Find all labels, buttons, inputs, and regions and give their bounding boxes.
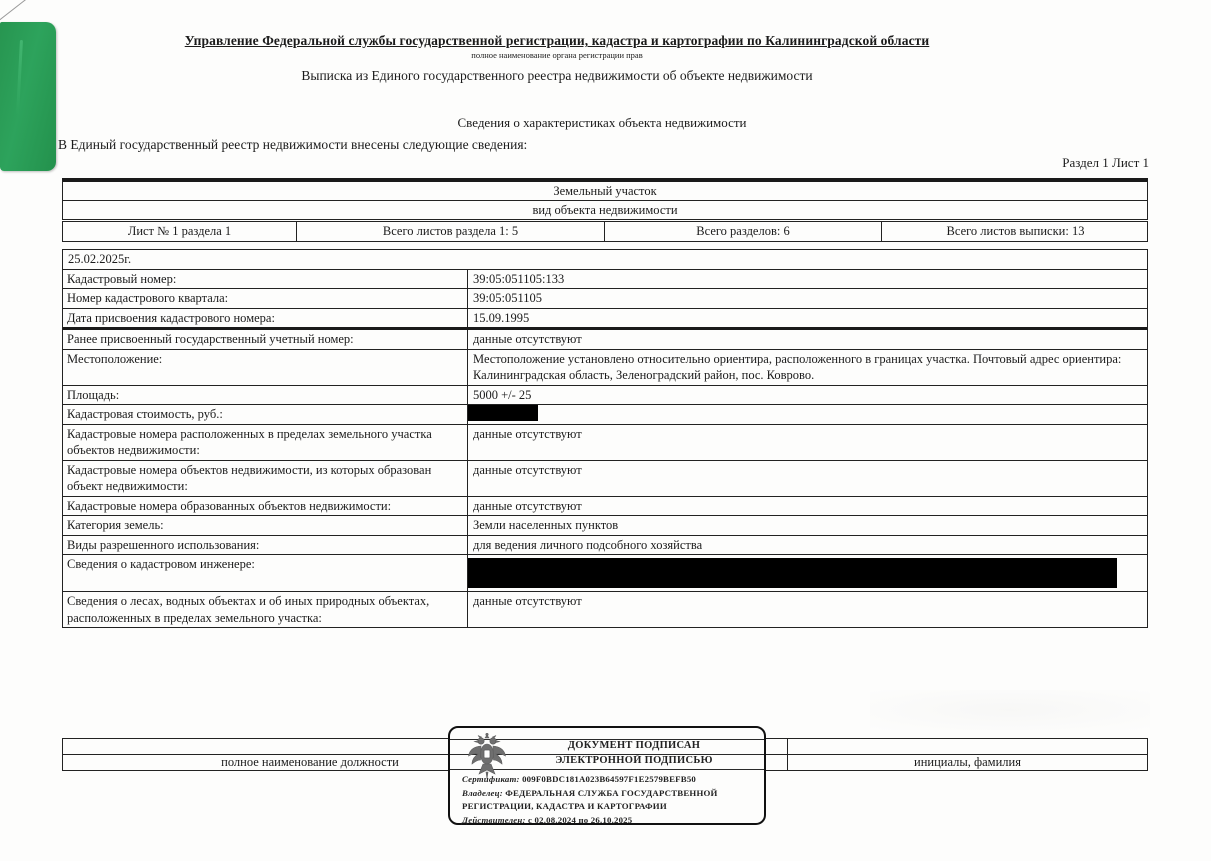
row-label: Сведения о кадастровом инженере: bbox=[63, 555, 468, 591]
validity-line bbox=[462, 814, 758, 828]
document-title: Выписка из Единого государственного реестра недвижимости об объекте недвижимости bbox=[301, 68, 813, 83]
row-label: Виды разрешенного использования: bbox=[63, 536, 468, 555]
row-label: Кадастровые номера объектов недвижимости, из которых образован объект недвижимости: bbox=[63, 461, 468, 496]
sheet-info-table bbox=[62, 221, 1148, 242]
row-label: Номер кадастрового квартала: bbox=[63, 289, 468, 308]
validity-label: Действителен: bbox=[462, 814, 526, 825]
owner-value-line1: ФЕДЕРАЛЬНАЯ СЛУЖБА ГОСУДАРСТВЕННОЙ bbox=[505, 787, 718, 798]
signature-cell bbox=[787, 739, 1147, 754]
certificate-value: 009F0BDC181A023B64597F1E2579BEFB50 bbox=[522, 774, 697, 784]
table-row bbox=[63, 349, 1147, 385]
row-value: 39:05:051105 bbox=[473, 291, 542, 305]
position-caption: полное наименование должности bbox=[221, 755, 399, 769]
row-value: данные отсутствуют bbox=[473, 426, 582, 441]
table-row bbox=[63, 460, 1147, 496]
row-label: Сведения о лесах, водных объектах и об иных природных объектах, расположенных в пределах земельного участка: bbox=[63, 592, 468, 627]
table-row bbox=[63, 496, 1147, 516]
faint-watermark bbox=[870, 690, 1150, 730]
row-label: Ранее присвоенный государственный учетный номер: bbox=[63, 330, 468, 349]
table-row bbox=[63, 515, 1147, 535]
document-header bbox=[0, 33, 1114, 84]
details-table bbox=[62, 249, 1148, 628]
intro-line: В Единый государственный реестр недвижимости внесены следующие сведения: bbox=[58, 137, 528, 152]
extract-date: 25.02.2025г. bbox=[68, 252, 132, 266]
row-value: 39:05:051105:133 bbox=[473, 271, 565, 286]
row-label: Категория земель: bbox=[63, 516, 468, 535]
row-label: Местоположение: bbox=[63, 350, 468, 385]
row-value: для ведения личного подсобного хозяйства bbox=[473, 537, 703, 552]
digital-signature-stamp bbox=[448, 726, 766, 825]
row-value: Местоположение установлено относительно ориентира, расположенного в границах участка. Почтовый адрес ориентира: Калининградская область, Зеленоградский район, пос. Коврово. bbox=[473, 351, 1122, 382]
sheet-info-cell: Всего разделов: 6 bbox=[604, 222, 881, 241]
redacted-value bbox=[468, 405, 538, 421]
object-type-table bbox=[62, 178, 1148, 220]
table-row bbox=[63, 288, 1147, 308]
org-name-caption: полное наименование органа регистрации прав bbox=[471, 50, 643, 60]
certificate-line bbox=[462, 773, 758, 787]
table-row bbox=[63, 591, 1147, 627]
owner-line bbox=[462, 787, 758, 801]
object-type-caption: вид объекта недвижимости bbox=[63, 200, 1147, 219]
page-fold-line bbox=[0, 0, 27, 20]
stamp-title-line1: ДОКУМЕНТ ПОДПИСАН bbox=[567, 740, 701, 751]
section-sheet-marker: Раздел 1 Лист 1 bbox=[1062, 155, 1149, 170]
table-row bbox=[63, 385, 1147, 405]
sheet-info-cell: Всего листов выписки: 13 bbox=[881, 222, 1149, 241]
org-name: Управление Федеральной службы государственной регистрации, кадастра и картографии по Калининградской области bbox=[184, 33, 930, 48]
row-value bbox=[468, 555, 1147, 591]
row-value bbox=[468, 405, 1147, 424]
table-row-date bbox=[63, 250, 1147, 269]
table-row bbox=[63, 424, 1147, 460]
row-value: Земли населенных пунктов bbox=[473, 518, 619, 532]
table-row bbox=[63, 308, 1147, 328]
table-row bbox=[63, 269, 1147, 289]
row-label: Кадастровые номера расположенных в пределах земельного участка объектов недвижимости: bbox=[63, 425, 468, 460]
row-label: Кадастровый номер: bbox=[63, 270, 468, 289]
row-label: Дата присвоения кадастрового номера: bbox=[63, 309, 468, 328]
name-caption: инициалы, фамилия bbox=[787, 755, 1147, 770]
redacted-value bbox=[468, 558, 1117, 588]
row-label: Кадастровые номера образованных объектов недвижимости: bbox=[63, 497, 468, 516]
row-value: 15.09.1995 bbox=[473, 310, 530, 325]
row-value: данные отсутствуют bbox=[473, 498, 582, 513]
row-value: данные отсутствуют bbox=[473, 594, 582, 608]
row-value: данные отсутствуют bbox=[473, 462, 582, 477]
row-label: Площадь: bbox=[63, 386, 468, 405]
row-value: 5000 +/- 25 bbox=[473, 387, 532, 402]
sheet-info-cell: Лист № 1 раздела 1 bbox=[127, 224, 232, 238]
owner-line2: РЕГИСТРАЦИИ, КАДАСТРА И КАРТОГРАФИИ bbox=[462, 801, 667, 811]
row-label: Кадастровая стоимость, руб.: bbox=[63, 405, 468, 424]
table-row bbox=[63, 404, 1147, 424]
object-type-value: Земельный участок bbox=[553, 184, 657, 198]
table-row bbox=[63, 535, 1147, 555]
sheet-info-cell: Всего листов раздела 1: 5 bbox=[296, 222, 604, 241]
certificate-label: Сертификат: bbox=[462, 774, 520, 784]
row-value: данные отсутствуют bbox=[473, 332, 582, 346]
table-row bbox=[63, 554, 1147, 591]
certificate-info bbox=[462, 773, 758, 827]
section-title: Сведения о характеристиках объекта недвижимости bbox=[457, 115, 747, 130]
validity-value: с 02.08.2024 по 26.10.2025 bbox=[528, 814, 633, 825]
table-row bbox=[63, 327, 1147, 349]
stamp-title-line2: ЭЛЕКТРОННОЙ ПОДПИСЬЮ bbox=[555, 755, 713, 766]
owner-label: Владелец: bbox=[462, 787, 503, 798]
